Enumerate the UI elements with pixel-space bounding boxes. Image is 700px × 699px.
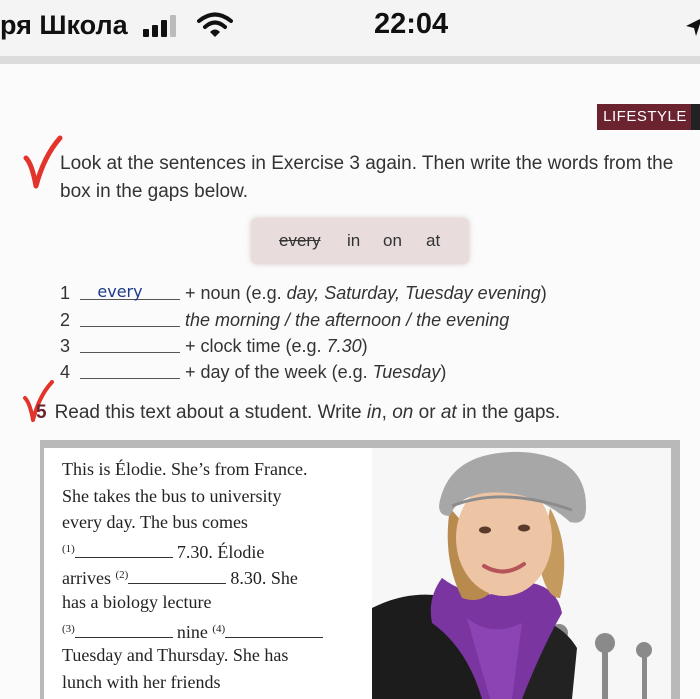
wifi-icon [197,12,233,38]
passage-line: every day. The bus comes [62,512,248,533]
gap-text-plain: ) [440,362,447,382]
gap-line[interactable] [80,378,180,379]
gap-description [185,307,509,333]
gap-number: 1 [60,283,71,303]
gap-marker: (4) [212,622,226,635]
word-box [251,218,469,264]
word-on: on [383,231,402,250]
passage-text: nine [176,621,208,642]
gap-description [185,333,368,359]
answer-blank[interactable] [75,623,173,638]
answer-blank[interactable] [225,623,323,638]
gap-text-examples: Tuesday [372,362,441,382]
keyword-at: at [440,402,457,423]
location-arrow-icon [684,16,700,38]
handwritten-answer: every [97,282,143,301]
status-bar [0,0,700,56]
gap-text-plain: + noun (e.g. [185,283,287,303]
section-tag: LIFESTYLE [597,104,693,130]
gap-text-examples: the morning / the afternoon / the evening [185,310,510,330]
passage-line [62,562,362,589]
gap-description [185,359,446,385]
gap-line[interactable] [80,352,180,353]
gap-number: 3 [60,336,71,356]
clock: 22:04 [374,8,449,40]
exercise-number: 5 [36,402,47,423]
gap-text-examples: 7.30 [326,336,362,356]
passage-text: arrives [62,568,111,589]
gap-marker: (2) [115,569,129,582]
status-divider [0,56,700,64]
gap-text-plain: ) [361,336,368,356]
passage-line: lunch with her friends [62,671,221,692]
cellular-signal-icon [143,15,181,37]
student-photo [372,448,671,699]
word-at: at [426,231,441,250]
instruction-text: in the gaps. [456,402,561,423]
passage-line [62,536,362,563]
passage-line: She takes the bus to university [62,485,282,506]
instruction-text: , [381,402,393,423]
instruction-text: or [413,402,441,423]
carrier-name: ря Школа [0,10,128,40]
reading-passage [62,456,362,695]
passage-text: 7.30. Élodie [176,541,265,562]
gap-marker: (1) [62,542,75,555]
gap-number: 2 [60,310,71,330]
word-in: in [347,231,361,250]
gap-text-plain: + clock time (e.g. [185,336,327,356]
passage-line: This is Élodie. She’s from France. [62,459,308,479]
instruction-line: Look at the sentences in Exercise 3 again. Then write the words from the [60,153,674,174]
tag-edge [691,104,700,130]
gap-description [185,280,547,306]
passage-line: has a biology lecture [62,591,212,612]
keyword-on: on [392,402,414,423]
keyword-in: in [366,402,382,423]
exercise-4-instruction [60,150,680,206]
instruction-line: box in the gaps below. [60,181,249,202]
instruction-text: Read this text about a student. Write [54,402,367,423]
answer-blank[interactable] [75,543,173,558]
exercise-5-instruction [36,400,560,426]
word-every: every [279,231,321,250]
passage-text: 8.30. She [230,568,298,589]
gap-text-plain: ) [540,283,547,303]
passage-line [62,616,362,643]
gap-number: 4 [60,362,71,382]
gap-text-examples: day, Saturday, Tuesday evening [286,283,541,303]
gap-line[interactable] [80,326,180,327]
red-checkmark-icon [22,134,64,192]
passage-line: Tuesday and Thursday. She has [62,645,289,666]
gap-text-plain: + day of the week (e.g. [185,362,373,382]
gap-marker: (3) [62,622,75,635]
answer-blank[interactable] [128,569,226,584]
